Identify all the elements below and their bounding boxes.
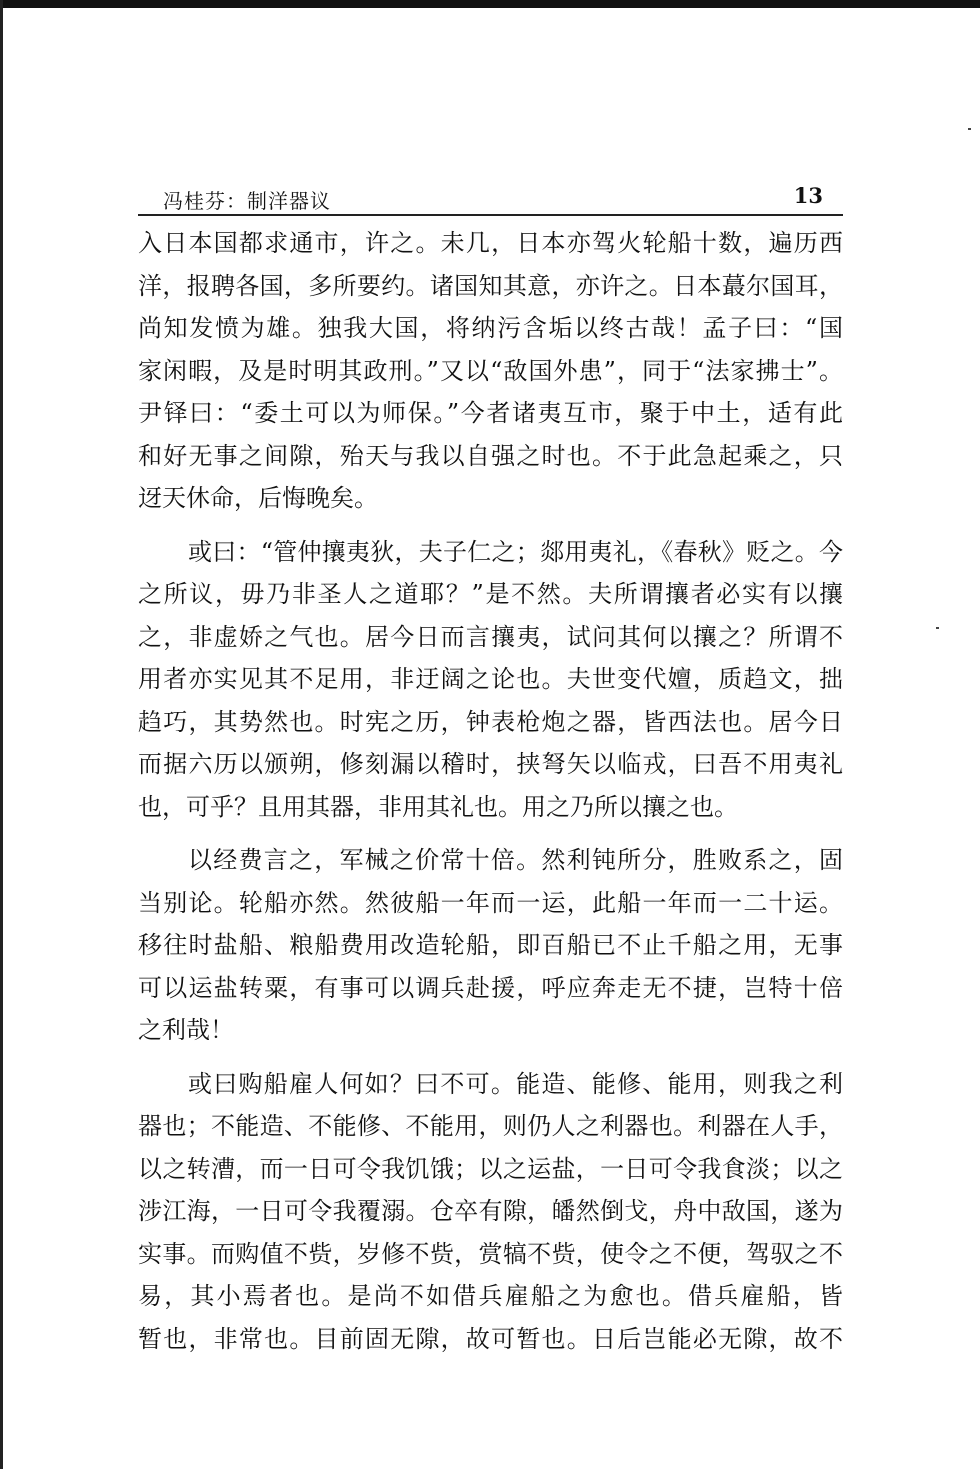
- text-line: 用者亦实见其不足用，非迂阔之论也。夫世变代嬗，质趋文，拙: [138, 665, 843, 693]
- scan-speck: [936, 627, 939, 629]
- text-line: 和好无事之间隙，殆天与我以自强之时也。不于此急起乘之，只: [138, 441, 843, 470]
- text-line: 趋巧，其势然也。时宪之历，钟表枪炮之器，皆西法也。居今日: [138, 707, 843, 736]
- text-line: 之，非虚娇之气也。居今日而言攘夷，试问其何以攘之？所谓不: [138, 622, 843, 651]
- text-line: 也，可乎？且用其器，非用其礼也。用之乃所以攘之也。: [138, 792, 738, 821]
- text-line: 器也；不能造、不能修、不能用，则仍人之利器也。利器在人手，: [138, 1112, 843, 1140]
- text-line: 暂也，非常也。目前固无隙，故可暂也。日后岂能必无隙，故不: [138, 1324, 843, 1353]
- text-line: 可以运盐转粟，有事可以调兵赴援，呼应奔走无不捷，岂特十倍: [138, 973, 843, 1002]
- text-line: 家闲暇，及是时明其政刑。”又以“敌国外患”，同于“法家拂士”。: [138, 356, 843, 385]
- header-rule: [138, 214, 843, 216]
- text-line: 实事。而购值不赀，岁修不赀，赏犒不赀，使令之不便，驾驭之不: [138, 1239, 843, 1268]
- page-top-edge: [0, 0, 980, 8]
- text-line: 或曰：“管仲攘夷狄，夫子仁之；郯用夷礼，《春秋》贬之。今: [188, 537, 843, 566]
- text-line: 以之转漕，而一日可令我饥饿；以之运盐，一日可令我食淡；以之: [138, 1154, 843, 1183]
- text-line: 移往时盐船、粮船费用改造轮船，即百船已不止千船之用，无事: [138, 931, 843, 959]
- page-number: 13: [793, 183, 823, 208]
- text-line: 之所议，毋乃非圣人之道耶？”是不然。夫所谓攘者必实有以攘: [138, 580, 843, 608]
- page-header: [163, 183, 823, 215]
- scan-speck: [968, 128, 971, 130]
- text-line: 尹铎曰：“委土可以为师保。”今者诸夷互市，聚于中土，适有此: [138, 399, 843, 427]
- paragraph-3: [138, 839, 843, 1052]
- running-head: 冯桂芬：制洋器议: [163, 189, 331, 213]
- text-line: 易，其小焉者也。是尚不如借兵雇船之为愈也。借兵雇船，皆: [138, 1282, 843, 1310]
- text-line: 洋，报聘各国，多所要约。诸国知其意，亦许之。日本蕞尔国耳，: [138, 271, 843, 300]
- text-line: 当别论。轮船亦然。然彼船一年而一运，此船一年而一二十运。: [138, 888, 843, 917]
- paragraph-1: [138, 222, 843, 520]
- text-line: 而据六历以颁朔，修刻漏以稽时，挟弩矢以临戎，曰吾不用夷礼: [138, 750, 843, 778]
- paragraph-4: [138, 1063, 843, 1361]
- text-line: 涉江海，一日可令我覆溺。仓卒有隙，皤然倒戈，舟中敌国，遂为: [138, 1197, 843, 1225]
- text-line: 之利哉！: [138, 1016, 234, 1044]
- text-line: 以经费言之，军械之价常十倍。然利钝所分，胜败系之，固: [188, 846, 843, 874]
- page-left-edge: [0, 0, 3, 1469]
- text-line: 或曰购船雇人何如？曰不可。能造、能修、能用，则我之利: [188, 1069, 843, 1098]
- text-line: 尚知发愤为雄。独我大国，将纳污含垢以终古哉！孟子曰：“国: [138, 314, 843, 342]
- text-line: 入日本国都求通市，许之。未几，日本亦驾火轮船十数，遍历西: [138, 229, 843, 257]
- paragraph-2: [138, 531, 843, 829]
- text-line: 迓天休命，后悔晚矣。: [138, 484, 378, 512]
- body-text: [138, 222, 843, 1360]
